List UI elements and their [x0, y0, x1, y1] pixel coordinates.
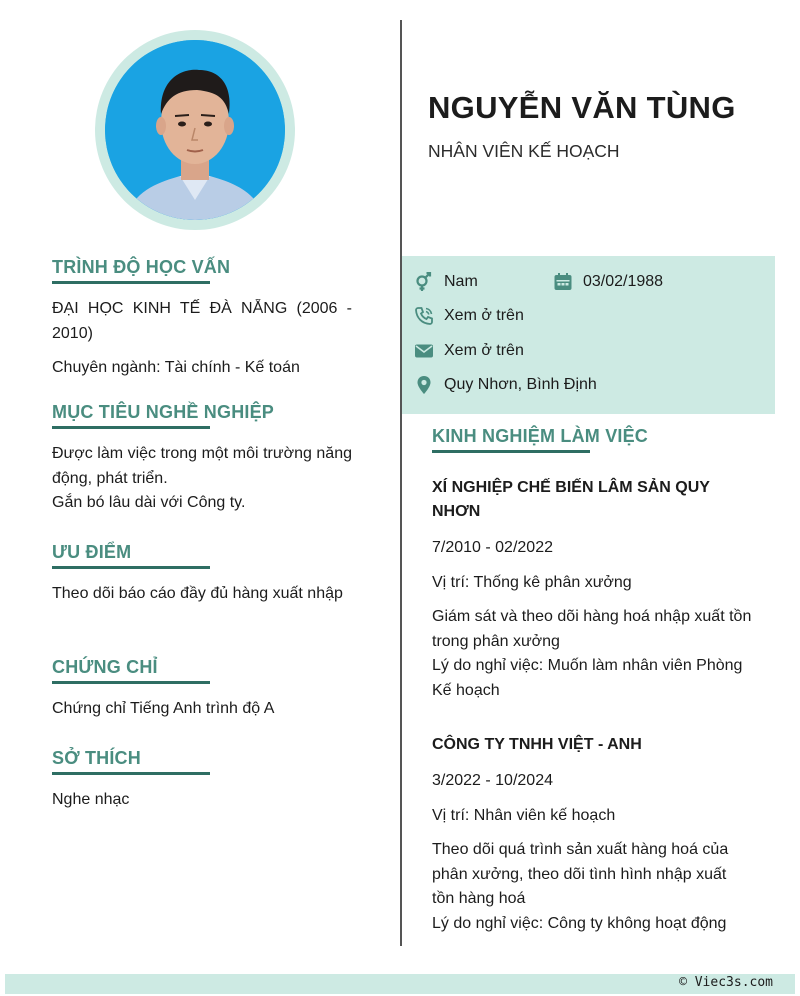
job-description: Giám sát và theo dõi hàng hoá nhập xuất tồn trong phân xưởng	[432, 608, 752, 650]
job-company: CÔNG TY TNHH VIỆT - ANH	[432, 736, 642, 753]
strengths-section	[52, 540, 352, 617]
avatar	[105, 40, 285, 220]
education-title: TRÌNH ĐỘ HỌC VẤN	[52, 255, 352, 283]
candidate-job-title: NHÂN VIÊN KẾ HOẠCH	[428, 141, 620, 161]
candidate-name: NGUYỄN VĂN TÙNG	[428, 90, 736, 125]
phone-icon	[414, 306, 434, 326]
footer-bar	[5, 974, 795, 994]
job-leave-reason: Lý do nghỉ việc: Muốn làm nhân viên Phòng Kế hoạch	[432, 657, 743, 699]
education-section	[52, 255, 352, 391]
hobbies-section	[52, 746, 352, 823]
certificates-title: CHỨNG CHỈ	[52, 655, 352, 683]
contact-gender	[414, 272, 478, 292]
contact-phone	[414, 306, 524, 326]
contact-email-value: Xem ở trên	[444, 342, 524, 359]
footer-copyright[interactable]: © Viec3s.com	[679, 975, 773, 990]
job-position: Vị trí: Nhân viên kế hoạch	[432, 806, 616, 824]
avatar-photo	[105, 40, 285, 220]
strengths-text: Theo dõi báo cáo đầy đủ hàng xuất nhập	[52, 585, 343, 602]
contact-address	[414, 375, 597, 395]
certificates-section	[52, 655, 352, 732]
education-school: ĐẠI HỌC KINH TẾ ĐÀ NẴNG (2006 - 2010)	[52, 300, 352, 342]
job-period: 7/2010 - 02/2022	[432, 539, 553, 556]
strengths-title: ƯU ĐIỂM	[52, 540, 352, 568]
calendar-icon	[553, 272, 573, 292]
job-item	[432, 733, 752, 936]
contact-gender-value: Nam	[444, 273, 478, 290]
objective-line-1: Được làm việc trong một môi trường năng động, phát triển.	[52, 445, 352, 487]
gender-icon	[414, 272, 434, 292]
job-item	[432, 476, 752, 703]
objective-section	[52, 400, 352, 516]
contact-birthday-value: 03/02/1988	[583, 273, 664, 290]
job-period: 3/2022 - 10/2024	[432, 772, 553, 789]
job-description: Theo dõi quá trình sản xuất hàng hoá của phân xưởng, theo dõi tình hình nhập xuất tồn hàng hoá	[432, 841, 729, 907]
experience-title: KINH NGHIỆM LÀM VIỆC	[432, 424, 648, 452]
experience-section	[432, 424, 752, 936]
hobbies-text: Nghe nhạc	[52, 791, 130, 808]
job-position: Vị trí: Thống kê phân xưởng	[432, 573, 632, 591]
contact-birthday	[553, 272, 663, 292]
map-pin-icon	[414, 375, 434, 395]
hobbies-title: SỞ THÍCH	[52, 746, 352, 774]
column-divider	[400, 20, 402, 946]
avatar-frame	[95, 30, 295, 230]
contact-email	[414, 341, 524, 361]
envelope-icon	[414, 341, 434, 361]
contact-address-value: Quy Nhơn, Bình Định	[444, 376, 597, 393]
job-leave-reason: Lý do nghỉ việc: Công ty không hoạt động	[432, 914, 727, 932]
objective-title: MỤC TIÊU NGHỀ NGHIỆP	[52, 400, 352, 428]
education-major: Chuyên ngành: Tài chính - Kế toán	[52, 359, 300, 376]
contact-panel	[402, 256, 775, 414]
contact-phone-value: Xem ở trên	[444, 307, 524, 324]
objective-line-2: Gắn bó lâu dài với Công ty.	[52, 494, 246, 511]
job-company: XÍ NGHIỆP CHẾ BIẾN LÂM SẢN QUY NHƠN	[432, 479, 710, 520]
certificates-text: Chứng chỉ Tiếng Anh trình độ A	[52, 700, 275, 717]
